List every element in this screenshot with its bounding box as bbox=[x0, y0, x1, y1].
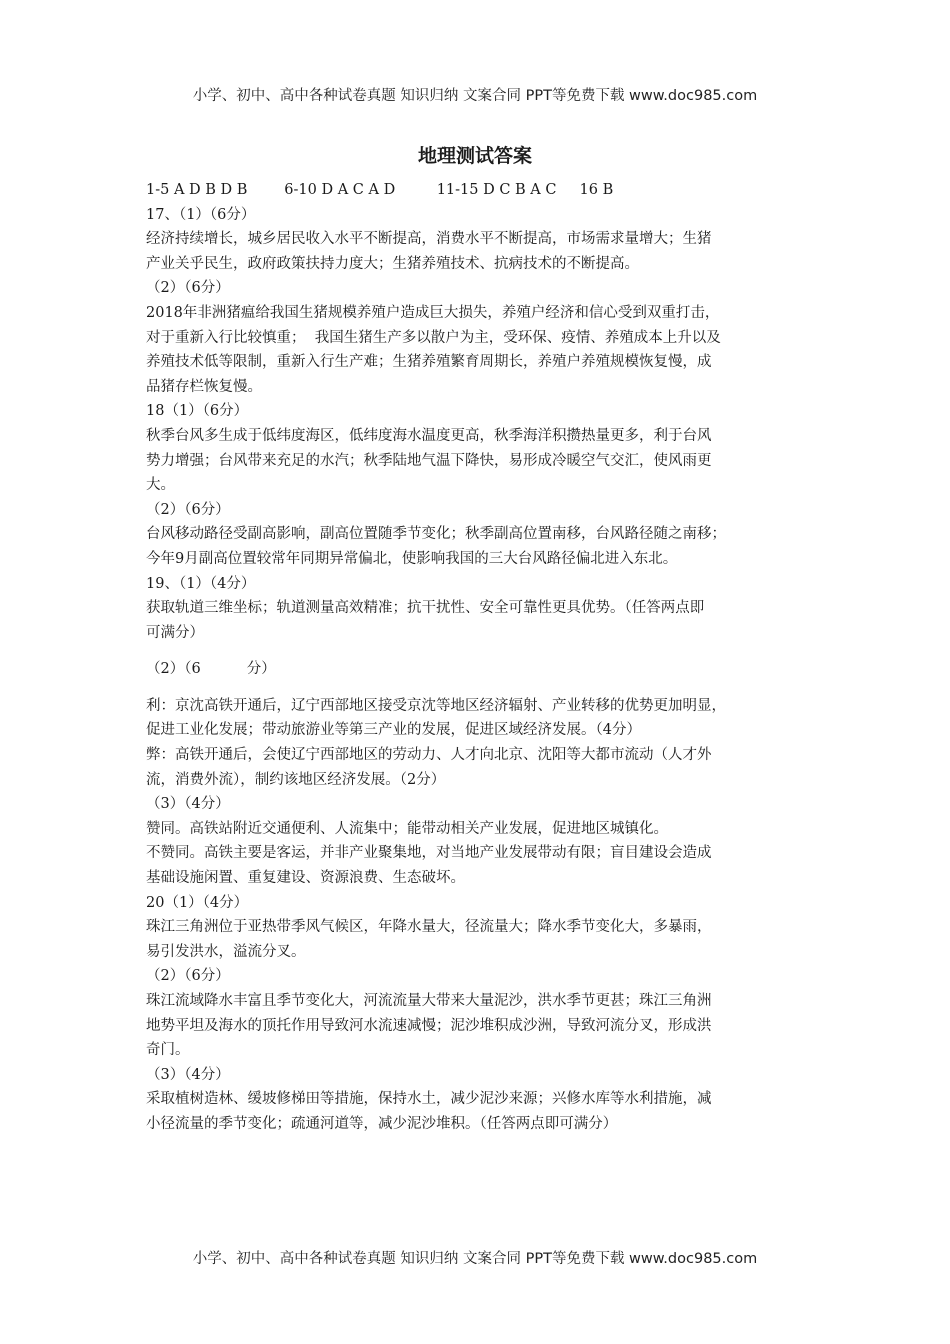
document-title: 地理测试答案 bbox=[417, 145, 532, 167]
text-line: 易引发洪水，溢流分叉。 bbox=[146, 943, 306, 960]
text-line: 利：京沈高铁开通后，辽宁西部地区接受京沈等地区经济辐射、产业转移的优势更加明显， bbox=[146, 697, 726, 714]
text-line: 养殖技术低等限制，重新入行生产难；生猪养殖繁育周期长，养殖户养殖规模恢复慢，成 bbox=[146, 354, 712, 371]
text-line: （2）（6分） bbox=[146, 968, 230, 985]
text-line: 珠江流域降水丰富且季节变化大，河流流量大带来大量泥沙，洪水季节更甚；珠江三角洲 bbox=[146, 993, 712, 1009]
text-line: 获取轨道三维坐标；轨道测量高效精准；抗干扰性、安全可靠性更具优势。（任答两点即 bbox=[146, 600, 705, 617]
text-line: 势力增强；台风带来充足的水汽；秋季陆地气温下降快，易形成冷暖空气交汇，使风雨更 bbox=[146, 452, 712, 469]
text-line: 1-5 A D B D B 6-10 D A C A D 11-15 D C B A C 16 B bbox=[146, 182, 614, 198]
text-line: （3）（4分） bbox=[146, 796, 230, 813]
page-header: 小学、初中、高中各种试卷真题 知识归纳 文案合同 PPT等免费下载 www.doc985.com bbox=[192, 88, 758, 104]
text-line: 珠江三角洲位于亚热带季风气候区，年降水量大，径流量大；降水季节变化大，多暴雨， bbox=[146, 919, 712, 936]
text-line: 小径流量的季节变化；疏通河道等，减少泥沙堆积。（任答两点即可满分） bbox=[146, 1115, 618, 1132]
text-line: （2）（6 分） bbox=[146, 661, 276, 678]
text-line: 奇门。 bbox=[146, 1042, 190, 1059]
text-line: 流，消费外流），制约该地区经济发展。（2分） bbox=[146, 771, 446, 788]
text-line: 赞同。高铁站附近交通便利、人流集中；能带动相关产业发展，促进地区城镇化。 bbox=[146, 820, 668, 837]
text-line: 对于重新入行比较慎重； 我国生猪生产多以散户为主，受环保、疫情、养殖成本上升以及 bbox=[146, 329, 721, 346]
text-line: 20（1）（4分） bbox=[146, 894, 249, 911]
text-line: 经济持续增长，城乡居民收入水平不断提高，消费水平不断提高，市场需求量增大；生猪 bbox=[146, 231, 712, 248]
text-line: （3）（4分） bbox=[146, 1066, 230, 1083]
text-line: 台风移动路径受副高影响，副高位置随季节变化；秋季副高位置南移，台风路径随之南移； bbox=[146, 526, 726, 543]
text-line: （2）（6分） bbox=[146, 501, 230, 518]
text-line: 19、（1）（4分） bbox=[146, 575, 256, 592]
text-line: 弊：高铁开通后，会使辽宁西部地区的劳动力、人才向北京、沈阳等大都市流动（人才外 bbox=[146, 747, 712, 764]
text-line: 2018年非洲猪瘟给我国生猪规模养殖户造成巨大损失，养殖户经济和信心受到双重打击， bbox=[146, 304, 720, 321]
text-line: 品猪存栏恢复慢。 bbox=[146, 378, 262, 395]
text-line: 18（1）（6分） bbox=[146, 403, 249, 420]
page-footer: 小学、初中、高中各种试卷真题 知识归纳 文案合同 PPT等免费下载 www.doc985.com bbox=[192, 1251, 758, 1267]
text-line: 可满分） bbox=[146, 624, 204, 641]
text-line: 不赞同。高铁主要是客运，并非产业聚集地，对当地产业发展带动有限；盲目建设会造成 bbox=[146, 845, 712, 862]
answer-body bbox=[146, 178, 814, 1137]
text-line: 采取植树造林、缓坡修梯田等措施，保持水土，减少泥沙来源；兴修水库等水利措施，减 bbox=[146, 1091, 712, 1108]
text-line: 今年9月副高位置较常年同期异常偏北，使影响我国的三大台风路径偏北进入东北。 bbox=[146, 550, 678, 567]
text-line: （2）（6分） bbox=[146, 280, 230, 297]
text-line: 促进工业化发展；带动旅游业等第三产业的发展，促进区域经济发展。（4分） bbox=[146, 722, 641, 739]
text-line: 17、（1）（6分） bbox=[146, 206, 256, 223]
text-line: 产业关乎民生，政府政策扶持力度大；生猪养殖技术、抗病技术的不断提高。 bbox=[146, 255, 639, 272]
text-line: 大。 bbox=[146, 477, 175, 494]
text-line: 基础设施闲置、重复建设、资源浪费、生态破坏。 bbox=[146, 870, 465, 887]
text-line: 秋季台风多生成于低纬度海区，低纬度海水温度更高，秋季海洋积攒热量更多，利于台风 bbox=[146, 427, 712, 444]
text-line: 地势平坦及海水的顶托作用导致河水流速减慢；泥沙堆积成沙洲，导致河流分叉，形成洪 bbox=[146, 1017, 712, 1034]
